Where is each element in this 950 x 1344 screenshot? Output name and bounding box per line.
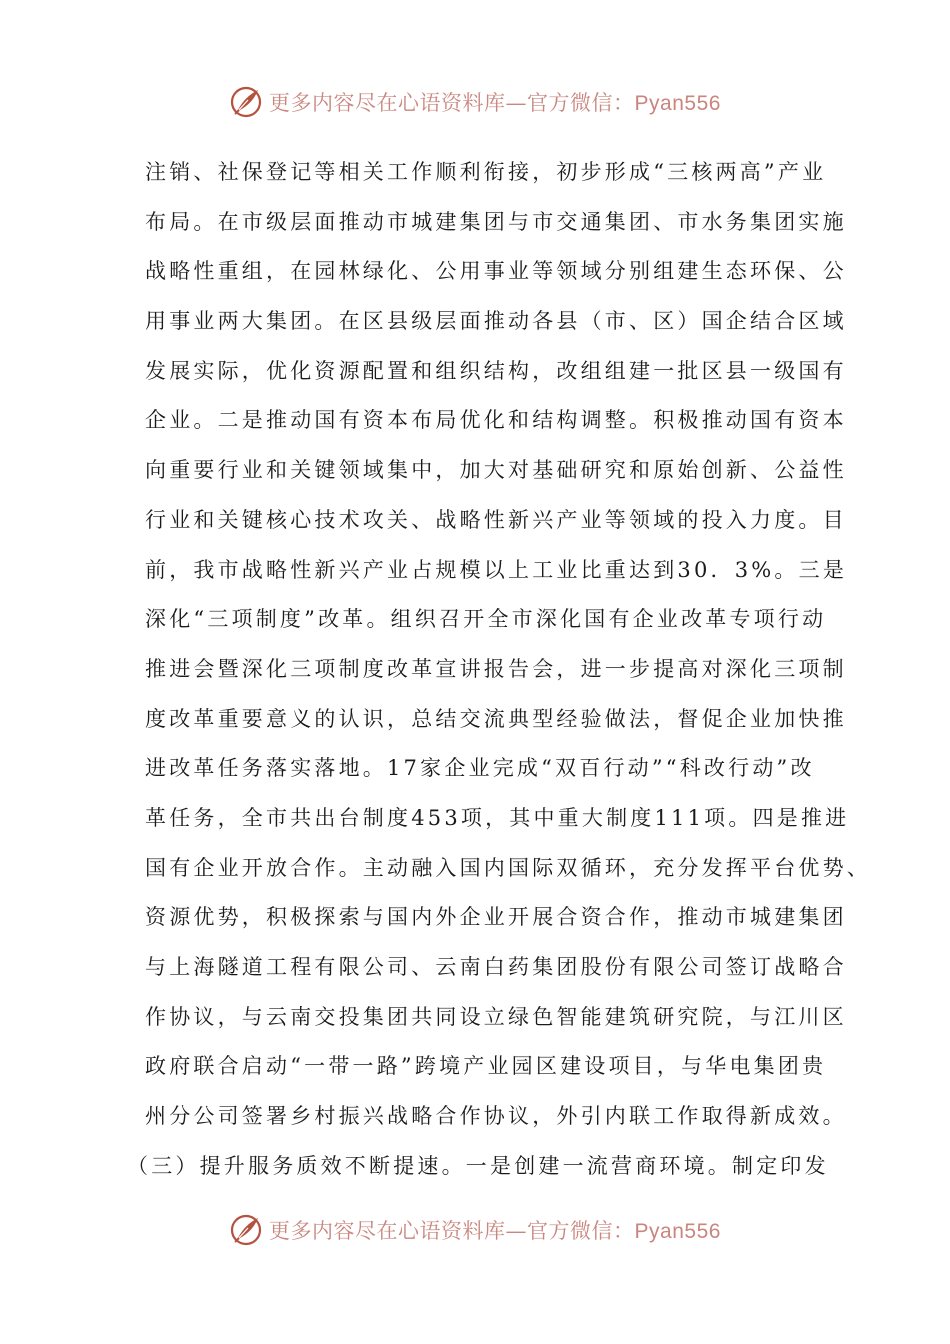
feather-pen-logo-icon: [229, 85, 263, 119]
body-line: 向重要行业和关键领域集中，加大对基础研究和原始创新、公益性: [145, 458, 847, 483]
section-heading-line: （三）提升服务质效不断提速。一是创建一流营商环境。制定印发: [127, 1153, 829, 1178]
footer-banner-text: 更多内容尽在心语资料库—官方微信：Pyan556: [269, 1219, 721, 1243]
body-line: 推进会暨深化三项制度改革宣讲报告会，进一步提高对深化三项制: [145, 656, 847, 681]
body-line: 度改革重要意义的认识，总结交流典型经验做法，督促企业加快推: [145, 706, 847, 731]
header-banner: [0, 82, 950, 122]
footer-banner-handle: Pyan556: [634, 1220, 721, 1243]
document-body: [127, 148, 871, 1191]
body-line: 行业和关键核心技术攻关、战略性新兴产业等领域的投入力度。目: [145, 507, 847, 532]
body-line: 作协议，与云南交投集团共同设立绿色智能建筑研究院，与江川区: [145, 1004, 847, 1029]
body-line: 注销、社保登记等相关工作顺利衔接，初步形成“三核两高”产业: [145, 160, 827, 184]
body-line: 政府联合启动“一带一路”跨境产业园区建设项目，与华电集团贵: [145, 1054, 827, 1079]
body-line: 与上海隧道工程有限公司、云南白药集团股份有限公司签订战略合: [145, 955, 847, 979]
body-line: 进改革任务落实落地。17家企业完成“双百行动”“科改行动”改: [145, 756, 815, 781]
body-line: 国有企业开放合作。主动融入国内国际双循环，充分发挥平台优势、: [145, 855, 871, 880]
body-line: 布局。在市级层面推动市城建集团与市交通集团、市水务集团实施: [145, 209, 847, 234]
body-line: 革任务，全市共出台制度453项，其中重大制度111项。四是推进: [145, 805, 850, 830]
header-banner-text: 更多内容尽在心语资料库—官方微信：Pyan556: [269, 91, 721, 115]
feather-pen-logo-icon: [229, 1213, 263, 1247]
body-line: 用事业两大集团。在区县级层面推动各县（市、区）国企结合区域: [145, 309, 847, 334]
body-line: 前，我市战略性新兴产业占规模以上工业比重达到30．3%。三是: [145, 557, 848, 582]
body-line: 企业。二是推动国有资本布局优化和结构调整。积极推动国有资本: [145, 408, 847, 433]
header-banner-handle: Pyan556: [634, 92, 721, 115]
body-line: 资源优势，积极探索与国内外企业开展合资合作，推动市城建集团: [145, 905, 847, 930]
body-line: 战略性重组，在园林绿化、公用事业等领域分别组建生态环保、公: [145, 259, 847, 284]
body-line: 深化“三项制度”改革。组织召开全市深化国有企业改革专项行动: [145, 607, 827, 632]
body-line: 发展实际，优化资源配置和组织结构，改组组建一批区县一级国有: [145, 358, 847, 383]
footer-banner: [0, 1210, 950, 1250]
body-line: 州分公司签署乡村振兴战略合作协议，外引内联工作取得新成效。: [145, 1104, 847, 1129]
